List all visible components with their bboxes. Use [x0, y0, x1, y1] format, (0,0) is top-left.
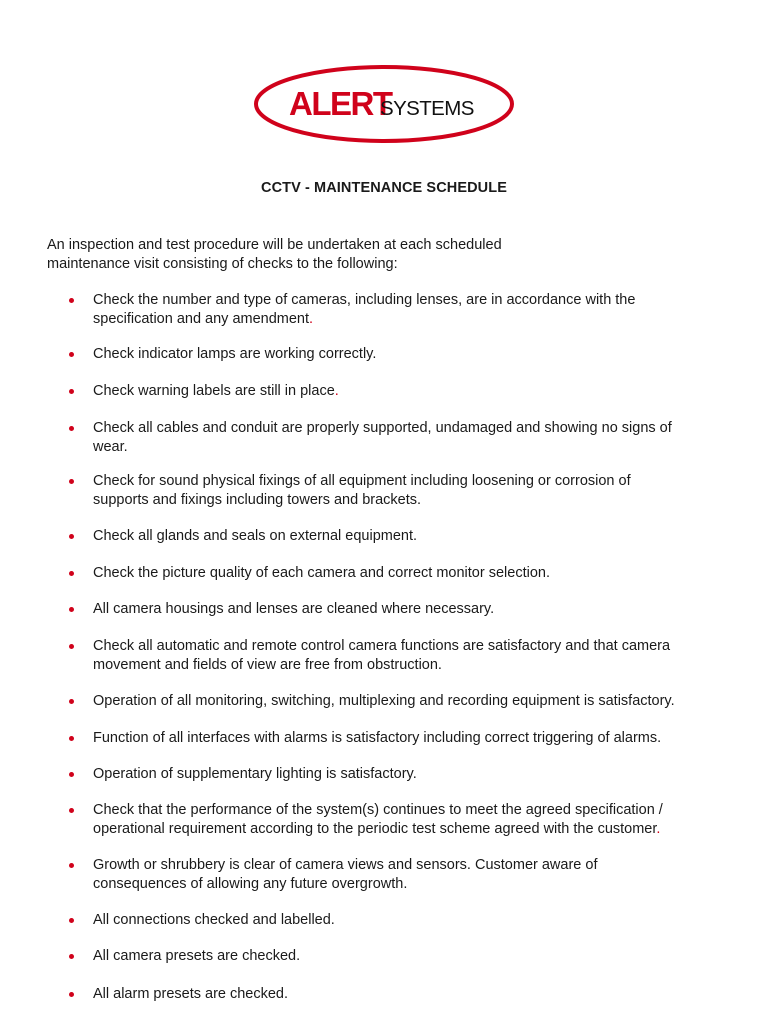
item-line-1: Check for sound physical fixings of all equipment including loosening or corrosion of	[93, 473, 631, 489]
item-line-2: supports and fixings including towers and brackets.	[93, 491, 422, 508]
red-period: .	[656, 820, 661, 837]
bullet-icon	[69, 298, 74, 303]
checklist-item	[93, 947, 733, 966]
item-line-1: All connections checked and labelled.	[93, 912, 335, 928]
red-period: .	[309, 310, 314, 327]
bullet-icon	[69, 607, 74, 612]
bullet-icon	[69, 954, 74, 959]
bullet-icon	[69, 389, 74, 394]
checklist-item	[93, 856, 733, 893]
logo-alert-text: ALERT	[289, 85, 392, 122]
bullet-icon	[69, 644, 74, 649]
checklist-item	[93, 382, 733, 401]
item-line-1: All camera presets are checked.	[93, 948, 301, 964]
item-line-2: specification and any amendment.	[93, 310, 314, 327]
checklist-item	[93, 729, 733, 748]
checklist-item	[93, 291, 733, 328]
alert-systems-logo	[252, 63, 516, 145]
item-line-1: Operation of all monitoring, switching, multiplexing and recording equipment is satisfactory.	[93, 693, 675, 709]
checklist-item	[93, 527, 733, 546]
intro-line-1: An inspection and test procedure will be undertaken at each scheduled	[47, 237, 502, 253]
checklist-item	[93, 765, 733, 784]
item-line-1: Check that the performance of the system(s) continues to meet the agreed specification /	[93, 802, 663, 818]
intro-line-2: maintenance visit consisting of checks to the following:	[47, 255, 398, 272]
bullet-icon	[69, 992, 74, 997]
bullet-icon	[69, 534, 74, 539]
item-line-2: consequences of allowing any future overgrowth.	[93, 875, 408, 892]
item-line-2: wear.	[93, 438, 128, 455]
bullet-icon	[69, 772, 74, 777]
checklist-item	[93, 911, 733, 930]
bullet-icon	[69, 571, 74, 576]
checklist-item	[93, 472, 733, 509]
item-line-1: Function of all interfaces with alarms is satisfactory including correct triggering of alarms.	[93, 730, 662, 746]
item-line-1: Check all automatic and remote control camera functions are satisfactory and that camera	[93, 638, 671, 654]
item-line-1: Check all glands and seals on external equipment.	[93, 528, 418, 544]
bullet-icon	[69, 736, 74, 741]
item-line-1: Check all cables and conduit are properly supported, undamaged and showing no signs of	[93, 420, 672, 436]
checklist-item	[93, 801, 733, 838]
checklist-item	[93, 419, 733, 456]
item-line-1: Check indicator lamps are working correctly.	[93, 346, 377, 362]
item-line-2: operational requirement according to the periodic test scheme agreed with the customer.	[93, 820, 661, 837]
item-line-1: All alarm presets are checked.	[93, 986, 289, 1002]
bullet-icon	[69, 808, 74, 813]
red-period: .	[334, 383, 339, 399]
bullet-icon	[69, 863, 74, 868]
item-line-1: All camera housings and lenses are cleaned where necessary.	[93, 601, 495, 617]
item-line-1: Operation of supplementary lighting is satisfactory.	[93, 766, 417, 782]
item-line-1: Check warning labels are still in place.	[93, 383, 339, 399]
checklist-item	[93, 564, 733, 583]
bullet-icon	[69, 699, 74, 704]
item-line-1: Growth or shrubbery is clear of camera views and sensors. Customer aware of	[93, 857, 598, 873]
checklist-item	[93, 345, 733, 364]
item-line-1: Check the number and type of cameras, including lenses, are in accordance with the	[93, 292, 636, 308]
bullet-icon	[69, 352, 74, 357]
intro-paragraph	[47, 236, 737, 273]
bullet-icon	[69, 426, 74, 431]
item-line-2: movement and fields of view are free from obstruction.	[93, 656, 442, 673]
checklist-item	[93, 985, 733, 1004]
logo-systems-text: SYSTEMS	[380, 97, 474, 120]
checklist-item	[93, 637, 733, 674]
checklist-item	[93, 600, 733, 619]
checklist-item	[93, 692, 733, 711]
page-title: CCTV - MAINTENANCE SCHEDULE	[261, 180, 507, 196]
item-line-1: Check the picture quality of each camera and correct monitor selection.	[93, 565, 550, 581]
bullet-icon	[69, 918, 74, 923]
bullet-icon	[69, 479, 74, 484]
